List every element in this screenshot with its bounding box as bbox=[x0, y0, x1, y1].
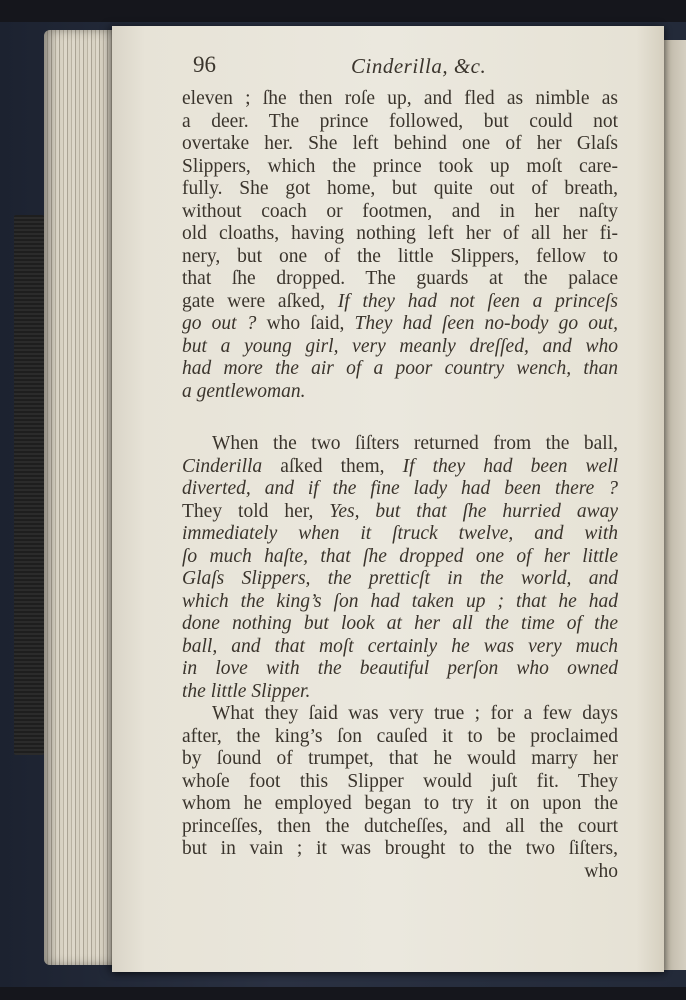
italic-text: diverted, and if the fine lady had been there ? bbox=[182, 478, 618, 499]
text-span: When the two ſiſters returned from the ball, bbox=[212, 433, 618, 454]
text-span: whoſe foot this Slipper would juſt fit. They bbox=[182, 770, 618, 792]
text-span: a deer. The prince followed, but could not bbox=[182, 110, 618, 132]
text-line bbox=[182, 658, 618, 681]
italic-text: had more the air of a poor country wench, than bbox=[182, 358, 618, 379]
text-line bbox=[182, 523, 618, 546]
text-line bbox=[182, 568, 618, 591]
paragraph-gap bbox=[182, 403, 618, 433]
text-line bbox=[182, 726, 618, 749]
text-line bbox=[182, 313, 618, 336]
italic-text: ball, and that moſt certainly he was very much bbox=[182, 635, 618, 657]
page-number: 96 bbox=[193, 52, 216, 77]
italic-text: which the king’s ſon had taken up ; that he had bbox=[182, 590, 618, 612]
text-span: without coach or footmen, and in her naſty bbox=[182, 200, 618, 222]
text-span: eleven ; ſhe then roſe up, and fled as nimble as bbox=[182, 88, 618, 109]
italic-text: done nothing but look at her all the time of the bbox=[182, 613, 618, 634]
text-line bbox=[182, 546, 618, 569]
text-line bbox=[182, 178, 618, 201]
text-line bbox=[182, 291, 618, 314]
text-line bbox=[182, 478, 618, 501]
italic-text: If they had not ſeen a princeſs bbox=[337, 290, 619, 312]
italic-text: Cinderilla bbox=[182, 455, 263, 477]
text-span: gate were aſked, bbox=[182, 290, 338, 312]
text-line bbox=[182, 111, 618, 134]
text-span: by ſound of trumpet, that he would marry her bbox=[182, 748, 618, 769]
text-line bbox=[182, 771, 618, 794]
text-line bbox=[182, 748, 618, 771]
text-span: Slippers, which the prince took up moſt care- bbox=[182, 155, 618, 177]
text-span: What they ſaid was very true ; for a few days bbox=[212, 703, 618, 724]
text-line bbox=[182, 88, 618, 111]
text-span: old cloaths, having nothing left her of all her fi- bbox=[182, 223, 618, 244]
text-line bbox=[182, 133, 618, 156]
text-line bbox=[182, 433, 618, 456]
facing-page-edge bbox=[664, 40, 686, 970]
italic-text: ſo much haſte, that ſhe dropped one of her little bbox=[182, 545, 618, 567]
text-line bbox=[182, 816, 618, 839]
text-line bbox=[182, 681, 618, 704]
text-span: They told her, bbox=[182, 500, 330, 522]
text-line bbox=[182, 793, 618, 816]
italic-text: immediately when it ſtruck twelve, and with bbox=[182, 523, 618, 544]
text-span: aſked them, bbox=[262, 455, 403, 477]
text-line bbox=[182, 456, 618, 479]
text-line bbox=[182, 636, 618, 659]
italic-text: If they had been well bbox=[402, 455, 619, 477]
italic-text: a gentlewoman. bbox=[182, 380, 306, 402]
running-head: Cinderilla, &c. bbox=[351, 54, 487, 78]
text-line bbox=[182, 838, 618, 861]
text-line bbox=[182, 246, 618, 269]
italic-text: the little Slipper. bbox=[182, 680, 311, 702]
text-span: fully. She got home, but quite out of breath, bbox=[182, 178, 618, 199]
italic-text: but a young girl, very meanly dreſſed, and who bbox=[182, 335, 618, 357]
cloth-spine bbox=[14, 215, 44, 755]
text-span: overtake her. She left behind one of her Glaſs bbox=[182, 133, 618, 154]
text-span: princeſſes, then the dutcheſſes, and all the court bbox=[182, 815, 618, 837]
italic-text: go out ? bbox=[182, 313, 257, 334]
text-span: who ſaid, bbox=[256, 313, 355, 334]
text-line bbox=[182, 201, 618, 224]
text-span: who bbox=[584, 860, 618, 882]
text-line bbox=[182, 223, 618, 246]
text-span: but in vain ; it was brought to the two ſiſters, bbox=[182, 838, 618, 859]
text-line bbox=[182, 861, 618, 884]
page-text bbox=[182, 88, 618, 883]
italic-text: Yes, but that ſhe hurried away bbox=[329, 500, 618, 522]
text-line bbox=[182, 501, 618, 524]
italic-text: in love with the beautiful perſon who owned bbox=[182, 658, 618, 679]
text-line bbox=[182, 613, 618, 636]
page-header bbox=[193, 52, 613, 82]
text-line bbox=[182, 156, 618, 179]
italic-text: Glaſs Slippers, the pretticſt in the world, and bbox=[182, 568, 618, 589]
text-line bbox=[182, 591, 618, 614]
text-span: after, the king’s ſon cauſed it to be proclaimed bbox=[182, 725, 618, 747]
text-line bbox=[182, 381, 618, 404]
text-span: that ſhe dropped. The guards at the palace bbox=[182, 268, 618, 289]
text-span: whom he employed began to try it on upon the bbox=[182, 793, 618, 814]
italic-text: They had ſeen no-body go out, bbox=[354, 313, 619, 334]
text-line bbox=[182, 268, 618, 291]
text-line bbox=[182, 703, 618, 726]
text-span: nery, but one of the little Slippers, fellow to bbox=[182, 245, 618, 267]
text-line bbox=[182, 336, 618, 359]
text-line bbox=[182, 358, 618, 381]
